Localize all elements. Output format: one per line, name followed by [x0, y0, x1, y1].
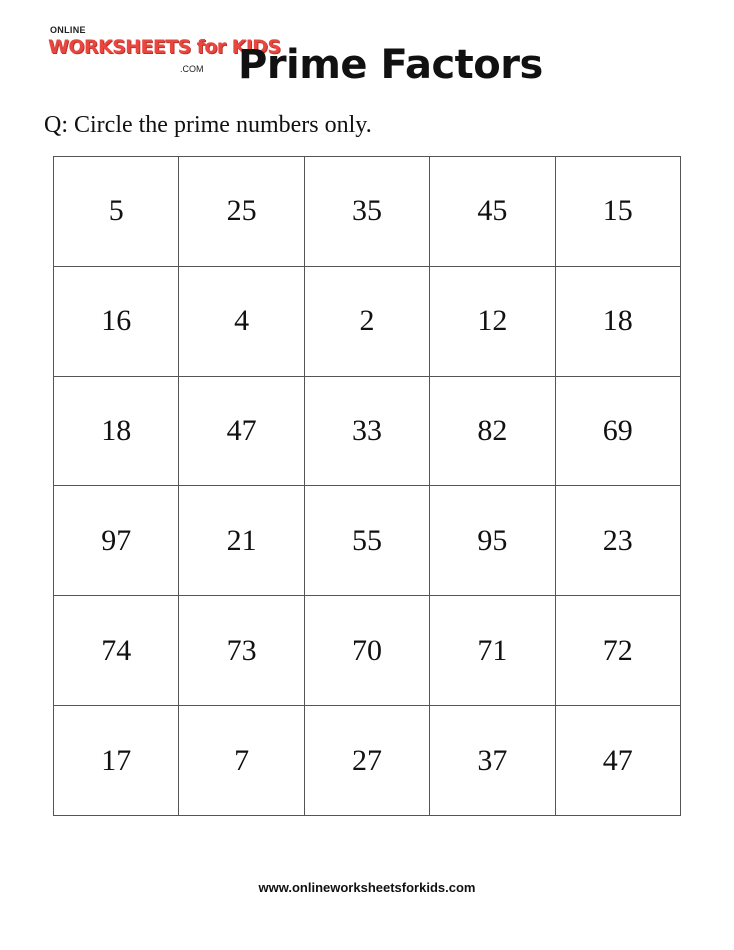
grid-cell[interactable]: 70 — [304, 596, 429, 706]
question-text: Q: Circle the prime numbers only. — [44, 112, 372, 138]
grid-cell[interactable]: 27 — [304, 706, 429, 816]
grid-cell[interactable]: 23 — [555, 486, 680, 596]
grid-cell[interactable]: 47 — [179, 376, 304, 486]
grid-cell[interactable]: 17 — [54, 706, 179, 816]
grid-cell[interactable]: 18 — [555, 266, 680, 376]
grid-cell[interactable]: 15 — [555, 157, 680, 267]
footer-url[interactable]: www.onlineworksheetsforkids.com — [258, 880, 476, 895]
grid-cell[interactable]: 82 — [430, 376, 555, 486]
grid-cell[interactable]: 35 — [304, 157, 429, 267]
grid-cell[interactable]: 97 — [54, 486, 179, 596]
grid-cell[interactable]: 21 — [179, 486, 304, 596]
grid-row — [54, 376, 681, 486]
grid-cell[interactable]: 73 — [179, 596, 304, 706]
grid-cell[interactable]: 47 — [555, 706, 680, 816]
grid-cell[interactable]: 71 — [430, 596, 555, 706]
site-logo — [48, 24, 281, 80]
grid-cell[interactable]: 45 — [430, 157, 555, 267]
grid-row — [54, 706, 681, 816]
grid-cell[interactable]: 33 — [304, 376, 429, 486]
grid-cell[interactable]: 2 — [304, 266, 429, 376]
grid-cell[interactable]: 18 — [54, 376, 179, 486]
grid-cell[interactable]: 69 — [555, 376, 680, 486]
grid-cell[interactable]: 37 — [430, 706, 555, 816]
grid-row — [54, 596, 681, 706]
grid-cell[interactable]: 16 — [54, 266, 179, 376]
grid-cell[interactable]: 12 — [430, 266, 555, 376]
page-title: Prime Factors — [238, 42, 543, 88]
grid-cell[interactable]: 25 — [179, 157, 304, 267]
grid-row — [54, 486, 681, 596]
logo-online-text: ONLINE — [50, 25, 86, 35]
number-grid — [53, 156, 681, 816]
grid-cell[interactable]: 7 — [179, 706, 304, 816]
logo-main-text: WORKSHEETS for KIDS — [48, 36, 281, 58]
grid-cell[interactable]: 55 — [304, 486, 429, 596]
grid-cell[interactable]: 95 — [430, 486, 555, 596]
grid-cell[interactable]: 74 — [54, 596, 179, 706]
grid-cell[interactable]: 72 — [555, 596, 680, 706]
grid-row — [54, 266, 681, 376]
grid-cell[interactable]: 4 — [179, 266, 304, 376]
grid-row — [54, 157, 681, 267]
grid-cell[interactable]: 5 — [54, 157, 179, 267]
logo-com-text: .COM — [180, 64, 204, 74]
